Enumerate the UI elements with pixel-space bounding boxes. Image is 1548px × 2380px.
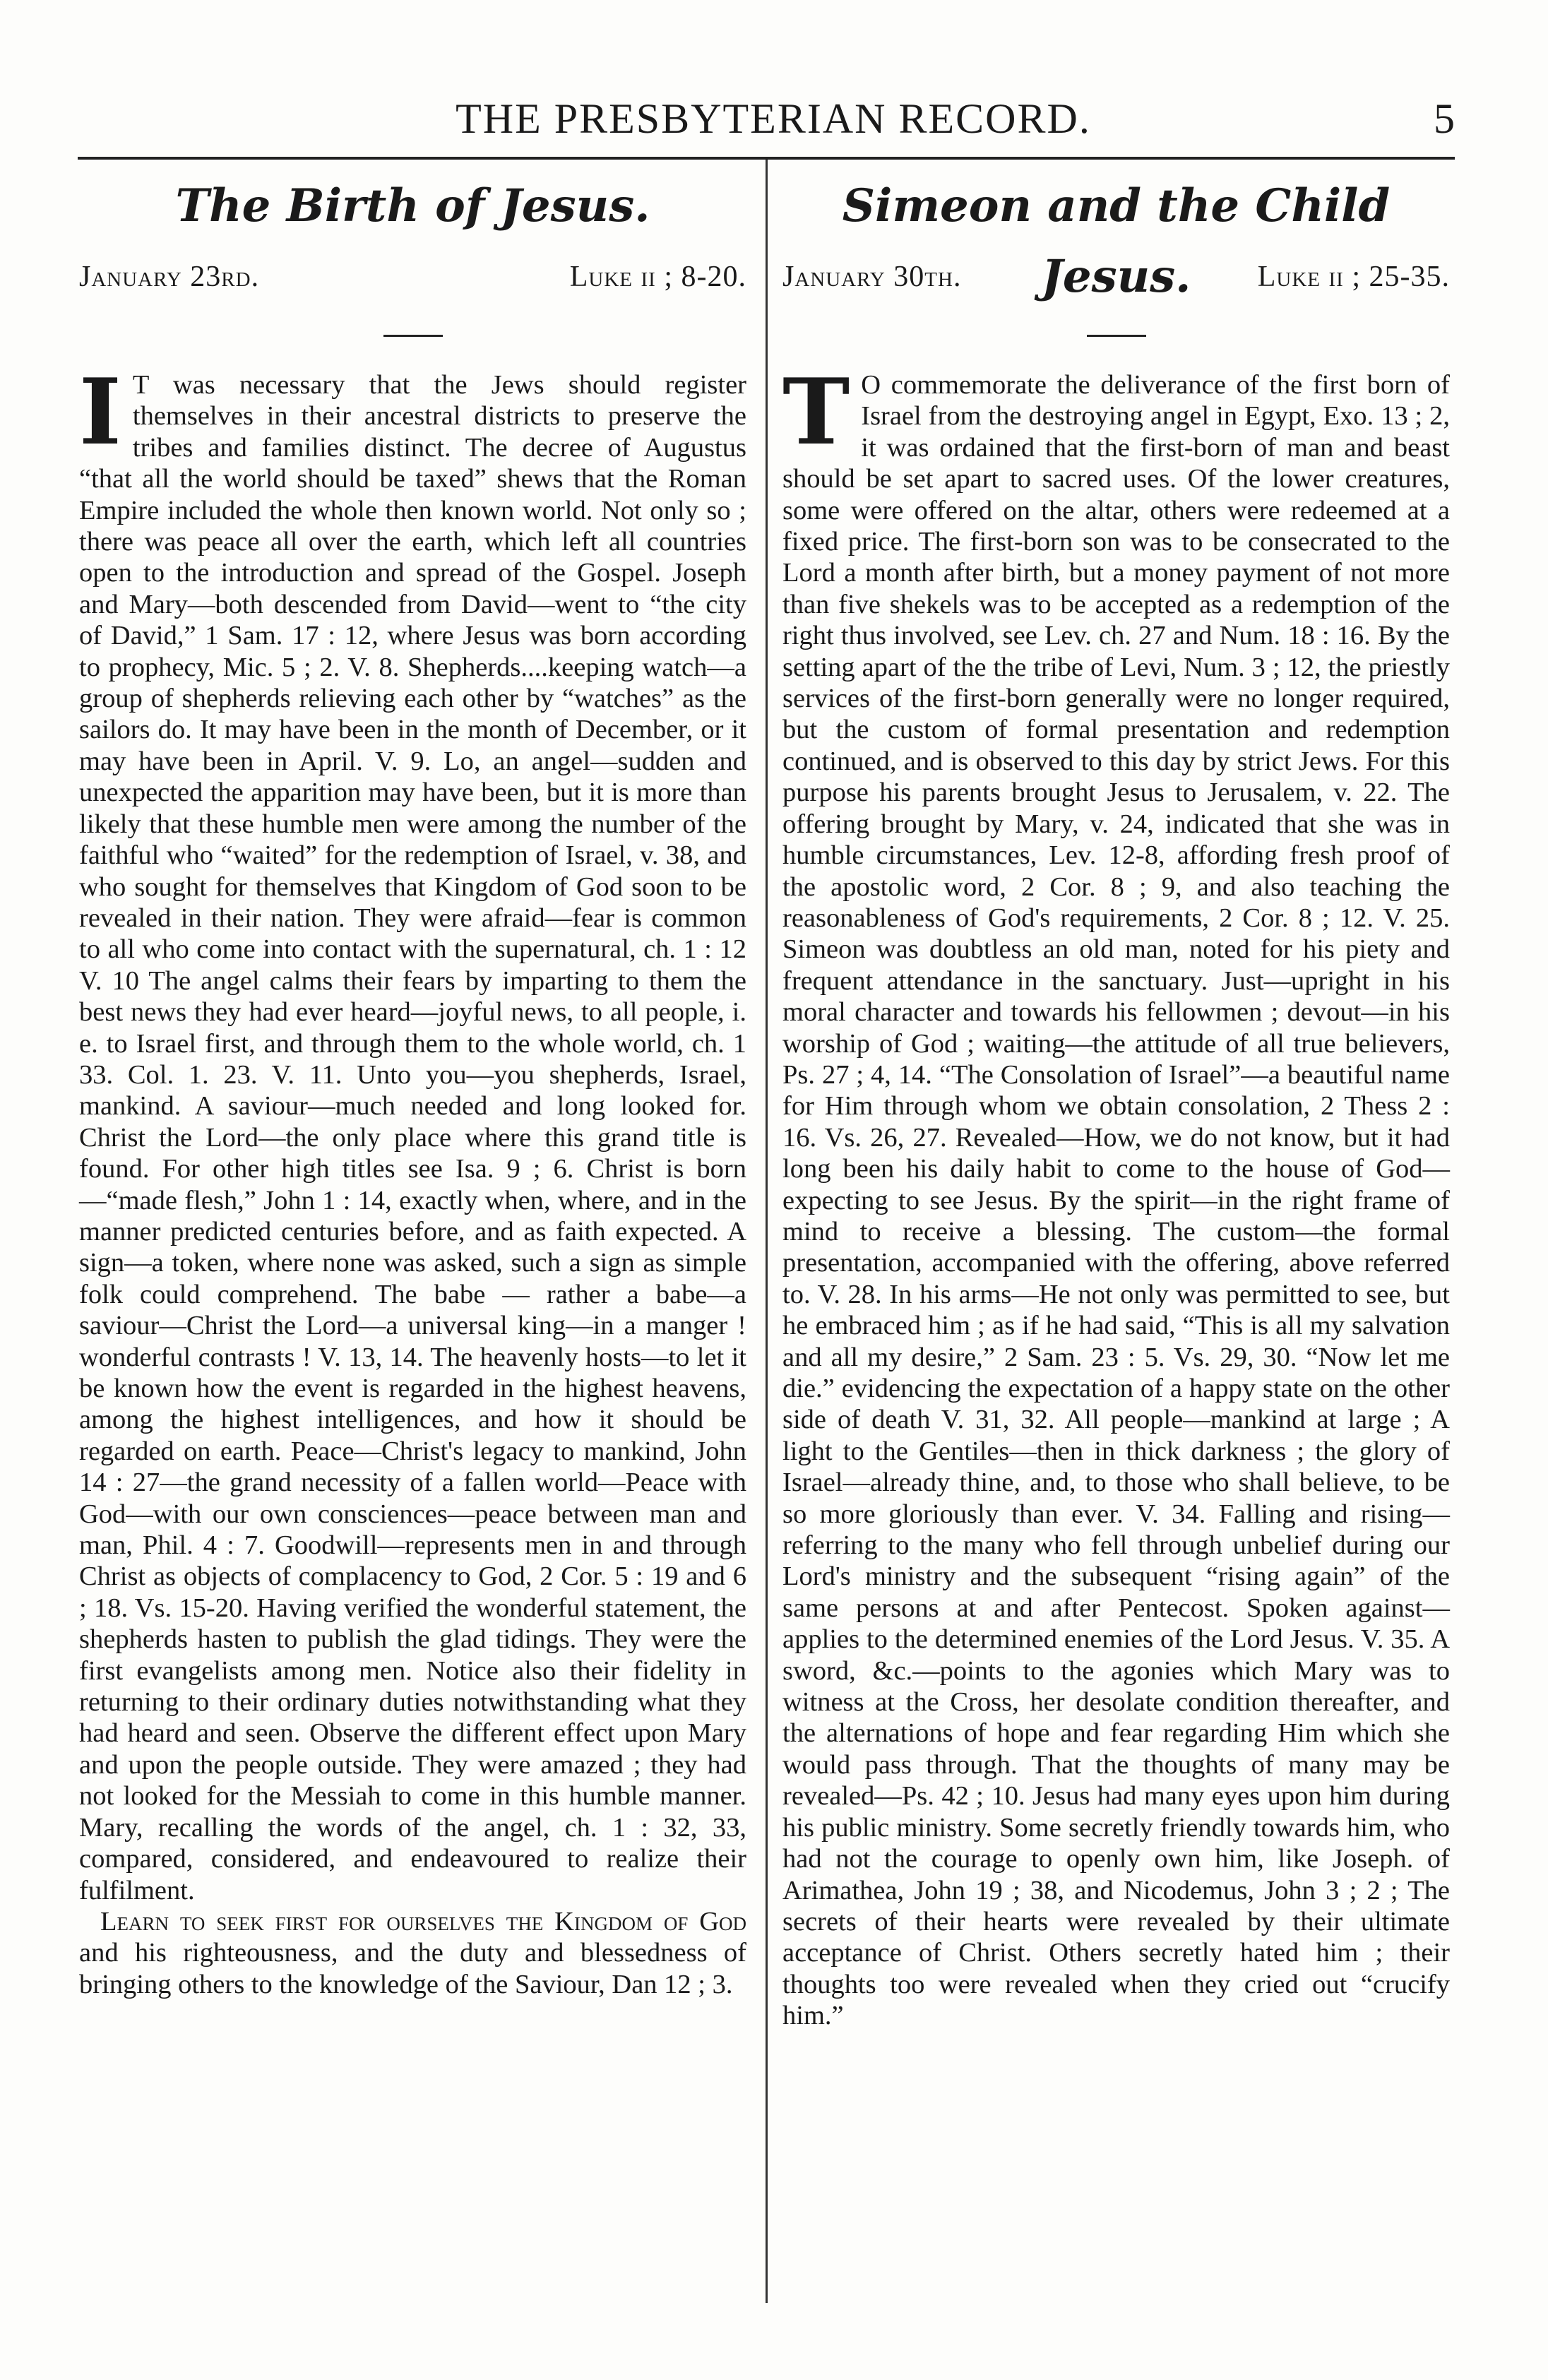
lesson-title: Simeon and the Child Jesus. xyxy=(842,179,1391,303)
lesson-column-left xyxy=(79,164,746,2000)
page-number: 5 xyxy=(1434,95,1455,142)
scripture-reference: Luke ii ; 25-35. xyxy=(1257,261,1450,293)
lesson-column-right xyxy=(782,164,1450,2032)
lesson-body: IT was necessary that the Jews should register themselves in their ancestral districts to preserve the tribes and families distinct. The decree of Augustus “that all the world should be taxed” shews that the Roman Empire included the whole then known world. Not only so ; there was peace all over the earth, which left all countries open to the introduction and spread of the Gospel. Joseph and Mary—both descended from David—went to “the city of David,” 1 Sam. 17 : 12, where Jesus was born according to prophecy, Mic. 5 ; 2. V. 8. Shepherds....keeping watch—a group of shepherds relieving each other by “watches” as the sailors do. It may have been in the month of December, or it may have been in April. V. 9. Lo, an angel—sudden and unexpected the apparition may have been, but it is more than likely that these humble men were among the number of the faithful who “waited” for the redemption of Israel, v. 38, and who sought for themselves that Kingdom of God soon to be revealed in their nation. They were afraid—fear is common to all who come into contact with the supernatural, ch. 1 : 12 V. 10 The angel calms their fears by imparting to them the best news they had ever heard—joyful news, to all people, i. e. to Israel first, and through them to the whole world, ch. 1 33. Col. 1. 23. V. 11. Unto you—you shepherds, Israel, mankind. A saviour—much needed and long looked for. Christ the Lord—the only place where this grand title is found. For other high titles see Isa. 9 ; 6. Christ is born—“made flesh,” John 1 : 14, exactly when, where, and in the manner predicted centuries before, and as faith expected. A sign—a token, where none was asked, such a sign as simple folk could comprehend. The babe — rather a babe—a saviour—Christ the Lord—a universal king—in a manger ! wonderful contrasts ! V. 13, 14. The heavenly hosts—to let it be known how the event is regarded in the highest heavens, among the highest intelligences, and how it should be regarded on earth. Peace—Christ's legacy to mankind, John 14 : 27—the grand necessity of a fallen world—Peace with God—with our own consciences—peace between man and man, Phil. 4 : 7. Goodwill—represents men in and through Christ as objects of complacency to God, 2 Cor. 5 : 19 and 6 ; 18. Vs. 15-20. Having verified the wonderful statement, the shepherds hasten to publish the glad tidings. They were the first evangelists among men. Notice also their fidelity in returning to their ordinary duties notwithstanding what they had heard and seen. Observe the different effect upon Mary and upon the people outside. They were amazed ; they had not looked for the Messiah to come in this humble manner. Mary, recalling the words of the angel, ch. 1 : 32, 33, compared, considered, and endeavoured to realize their fulfilment. xyxy=(79,359,746,1905)
lesson-body: TO commemorate the deliverance of the first born of Israel from the destroying angel in Egypt, Exo. 13 ; 2, it was ordained that the first-born of man and beast should be set apart to sacred uses. Of the lower creatures, some were offered on the altar, others were redeemed at a fixed price. The first-born son was to be consecrated to the Lord a month after birth, but a money payment of not more than five shekels was to be accepted as a redemption of the right thus involved, see Lev. ch. 27 and Num. 18 : 16. By the setting apart of the the tribe of Levi, Num. 3 ; 12, the priestly services of the first-born generally were no longer required, but the custom of formal presentation and redemption continued, and is observed to this day by strict Jews. For this purpose his parents brought Jesus to Jerusalem, v. 22. The offering brought by Mary, v. 24, indicated that she was in humble circumstances, Lev. 12-8, affording fresh proof of the apostolic word, 2 Cor. 8 ; 9, and also teaching the reasonableness of God's requirements, 2 Cor. 8 ; 12. V. 25. Simeon was doubtless an old man, noted for his piety and frequent attendance in the sanctuary. Just—upright in his moral character and towards his fellowmen ; devout—in his worship of God ; waiting—the attitude of all true believers, Ps. 27 ; 4, 14. “The Consolation of Israel”—a beautiful name for Him through whom we obtain consolation, 2 Thess 2 : 16. Vs. 26, 27. Revealed—How, we do not know, but it had long been his daily habit to come to the house of God—expecting to see Jesus. By the spirit—in the right frame of mind to receive a blessing. The custom—the formal presentation, accompanied with the offering, above referred to. V. 28. In his arms—He not only was permitted to see, but he embraced him ; as if he had said, “This is all my salvation and all my desire,” 2 Sam. 23 : 5. Vs. 29, 30. “Now let me die.” evidencing the expectation of a happy state on the other side of death V. 31, 32. All people—mankind at large ; A light to the Gentiles—then in thick darkness ; the glory of Israel—already thine, and, to those who shall believe, to be so more gloriously than ever. V. 34. Falling and rising—referring to the many who fell through unbelief during our Lord's ministry and the subsequent “rising again” of the same persons at and after Pentecost. Spoken against—applies to the determined enemies of the Lord Jesus. V. 35. A sword, &c.—points to the agonies which Mary was to witness at the Cross, her desolate condition thereafter, and the alternations of hope and fear regarding Him which she would pass through. That the thoughts of many may be revealed—Ps. 42 ; 10. Jesus had many eyes upon him during his public ministry. Some secretly friendly towards him, who had not the courage to openly own him, like Joseph. of Arimathea, John 19 ; 38, and Nicodemus, John 3 ; 2 ; The secrets of their hearts were revealed by their ultimate acceptance of Christ. Others secretly hated him ; their thoughts too were revealed when they cried out “crucify him.” xyxy=(782,359,1450,2031)
running-head xyxy=(92,90,1455,147)
section-rule xyxy=(1087,335,1146,337)
scripture-reference: Luke ii ; 8-20. xyxy=(569,261,746,293)
lesson-date: January 23rd. xyxy=(79,261,260,293)
lesson-date: January 30th. xyxy=(782,261,962,293)
lesson-title: The Birth of Jesus. xyxy=(175,179,650,232)
section-rule xyxy=(383,335,443,337)
publication-title: THE PRESBYTERIAN RECORD. xyxy=(456,95,1091,142)
lesson-closing: Learn to seek first for ourselves the Kingdom of God and his righteousness, and the duty and blessedness of bringing others to the knowledge of the Saviour, Dan 12 ; 3. xyxy=(79,1906,746,1999)
column-divider xyxy=(766,160,768,2303)
lesson-meta xyxy=(79,254,746,299)
